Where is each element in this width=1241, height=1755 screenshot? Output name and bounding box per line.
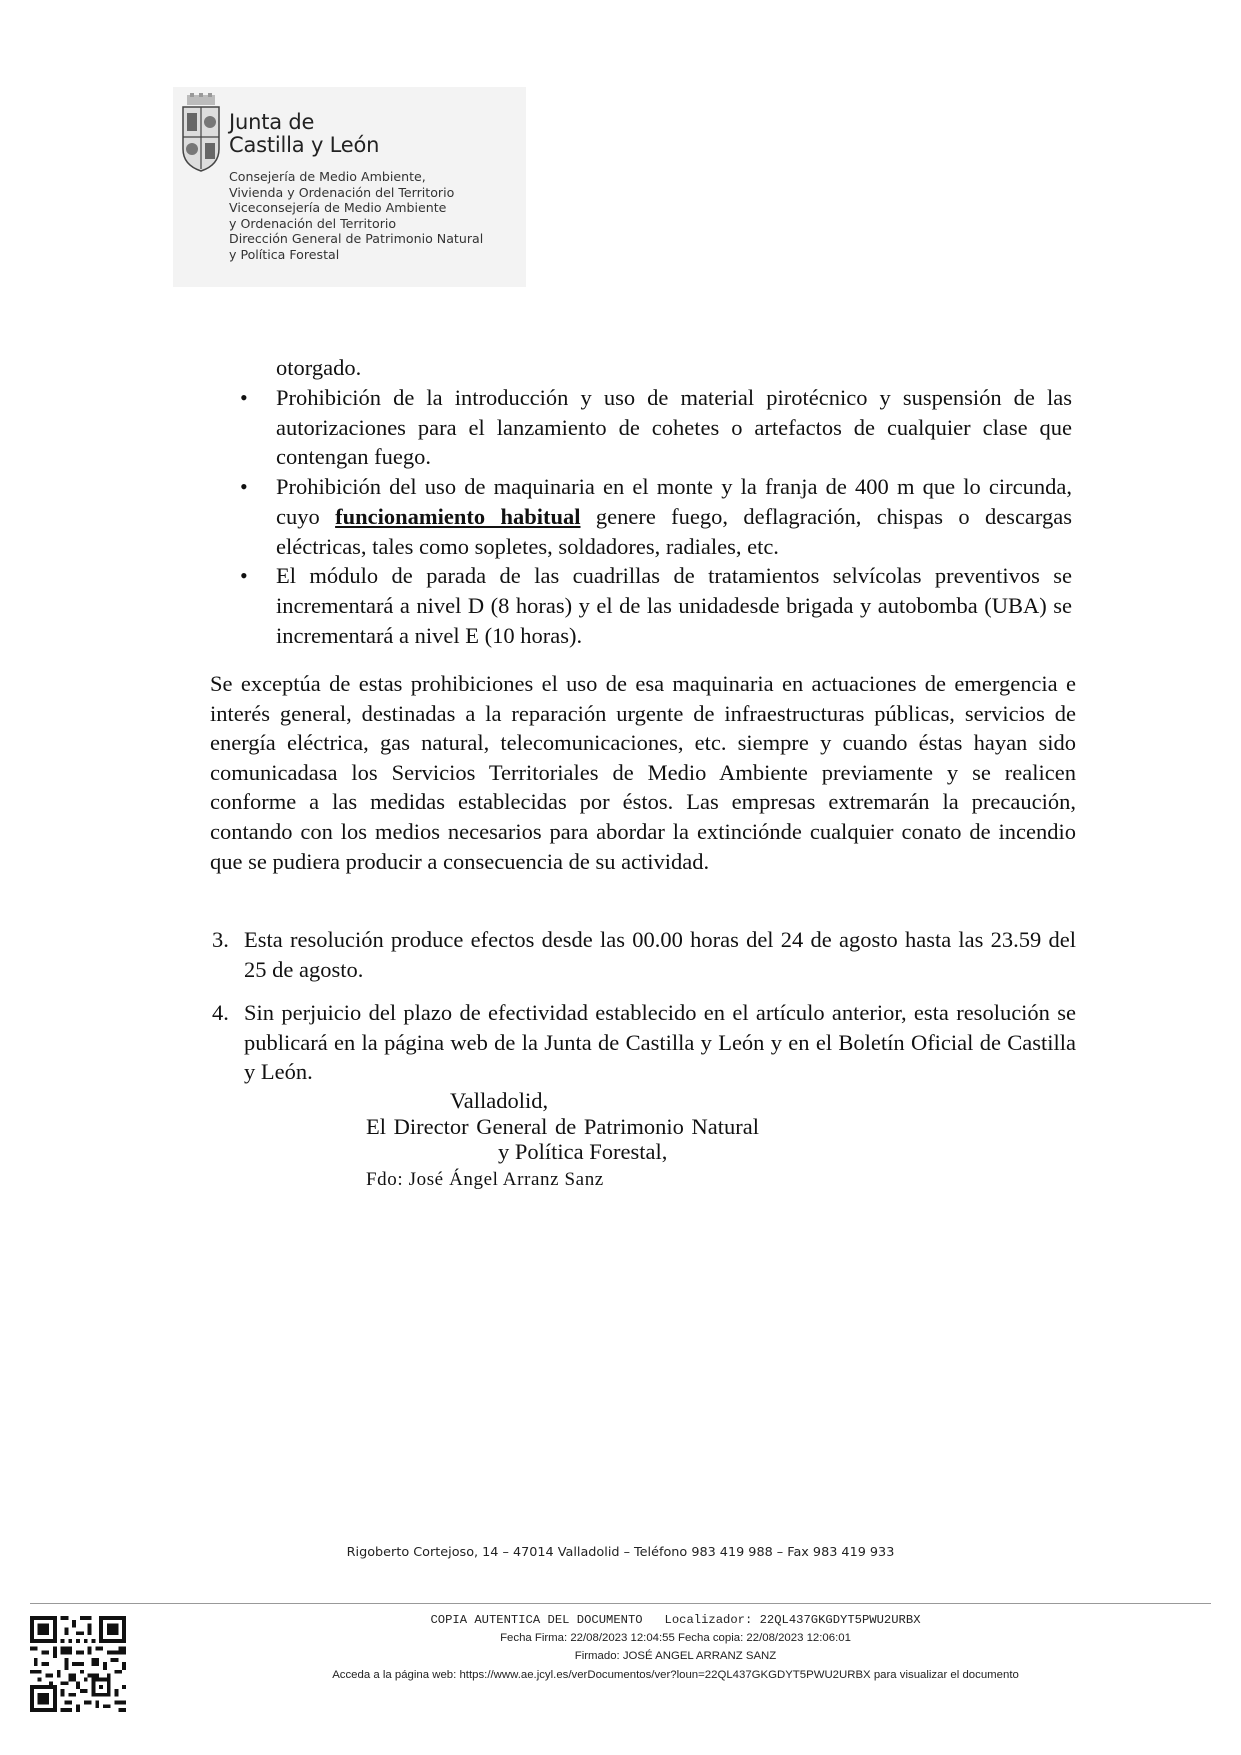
emphasis-text: funcionamiento habitual — [335, 503, 581, 529]
continuation-text: otorgado. — [276, 355, 362, 380]
department-line: Viceconsejería de Medio Ambiente — [229, 200, 447, 216]
signature-title-line2: y Política Forestal, — [498, 1139, 668, 1164]
bullet-text: El módulo de parada de las cuadrillas de tratamientos selvícolas preventivos se incrementará a nivel D (8 horas) y el de las unidadesde brigada y autobomba (UBA) se incrementará a nivel E (10 horas). — [276, 563, 1072, 648]
footer-divider — [30, 1603, 1211, 1604]
organization-name — [229, 111, 379, 157]
dates-line: Fecha Firma: 22/08/2023 12:04:55 Fecha copia: 22/08/2023 12:06:01 — [500, 1632, 851, 1645]
department-line: y Política Forestal — [229, 246, 340, 262]
prohibition-list — [240, 383, 1072, 650]
signature-title-line1: El Director General de Patrimonio Natural — [366, 1114, 759, 1139]
department-line: Dirección General de Patrimonio Natural — [229, 231, 484, 247]
signature-place: Valladolid, — [450, 1088, 549, 1113]
org-name-line2: Castilla y León — [229, 133, 380, 157]
list-item — [240, 561, 1072, 650]
qr-code-icon — [30, 1616, 126, 1712]
item-text: Sin perjuicio del plazo de efectividad establecido en el artículo anterior, esta resolución se publicará en la página web de la Junta de Castilla y León y en el Boletín Oficial de Castilla y León. — [244, 1000, 1076, 1085]
org-name-line1: Junta de — [229, 110, 315, 134]
numbered-list — [210, 925, 1076, 1087]
access-link-line[interactable]: Acceda a la página web: https://www.ae.jcyl.es/verDocumentos/ver?loun=22QL437GKGDYT5PWU2URBX para visualizar el documento — [332, 1668, 1019, 1681]
list-item — [240, 383, 1072, 472]
bullet-text: Prohibición de la introducción y uso de material pirotécnico y suspensión de las autorizaciones para el lanzamiento de cohetes o artefactos de cualquier clase que contengan fuego. — [276, 385, 1072, 470]
item-text: Esta resolución produce efectos desde las 00.00 horas del 24 de agosto hasta las 23.59 del 25 de agosto. — [244, 927, 1076, 982]
signed-line: Firmado: JOSÉ ANGEL ARRANZ SANZ — [574, 1650, 777, 1663]
numbered-item — [210, 925, 1076, 984]
department-line: Consejería de Medio Ambiente, — [229, 169, 426, 184]
footer-address: Rigoberto Cortejoso, 14 – 47014 Valladolid – Teléfono 983 419 988 – Fax 983 419 933 — [346, 1545, 895, 1560]
department-line: y Ordenación del Territorio — [229, 215, 397, 231]
list-item — [240, 472, 1072, 561]
verification-block — [140, 1611, 1211, 1684]
department-line: Vivienda y Ordenación del Territorio — [229, 184, 455, 200]
exception-paragraph: Se exceptúa de estas prohibiciones el uso de esa maquinaria en actuaciones de emergencia e interés general, destinadas a la reparación urgente de infraestructuras públicas, servicios de energía eléctrica, gas natural, telecomunicaciones, etc. siempre y cuando éstas hayan sido comunicadasa los Servicios Territoriales de Medio Ambiente previamente y se realicen conforme a las medidas establecidas por éstos. Las empresas extremarán la precaución, contando con los medios necesarios para abordar la extinciónde cualquier conato de incendio que se pudiera producir a consecuencia de su actividad. — [210, 671, 1076, 874]
item-number: 3. — [212, 927, 229, 952]
bullet-text-after: genere fuego, deflagración, chispas o descargas eléctricas, tales como sopletes, soldadores, radiales, etc. — [276, 503, 1072, 559]
copy-locator-line: COPIA AUTENTICA DEL DOCUMENTO Localizador: 22QL437GKGDYT5PWU2URBX — [430, 1613, 921, 1627]
bullet-text-before: Prohibición del uso de maquinaria en el monte y la franja de 400 m que lo circunda, cuyo — [276, 474, 1072, 529]
coat-of-arms-icon — [181, 93, 221, 173]
department-list — [229, 169, 483, 263]
signatory-name: Fdo: José Ángel Arranz Sanz — [366, 1169, 604, 1190]
item-number: 4. — [212, 1000, 229, 1026]
numbered-item — [210, 998, 1076, 1087]
letterhead-logo — [173, 87, 526, 287]
